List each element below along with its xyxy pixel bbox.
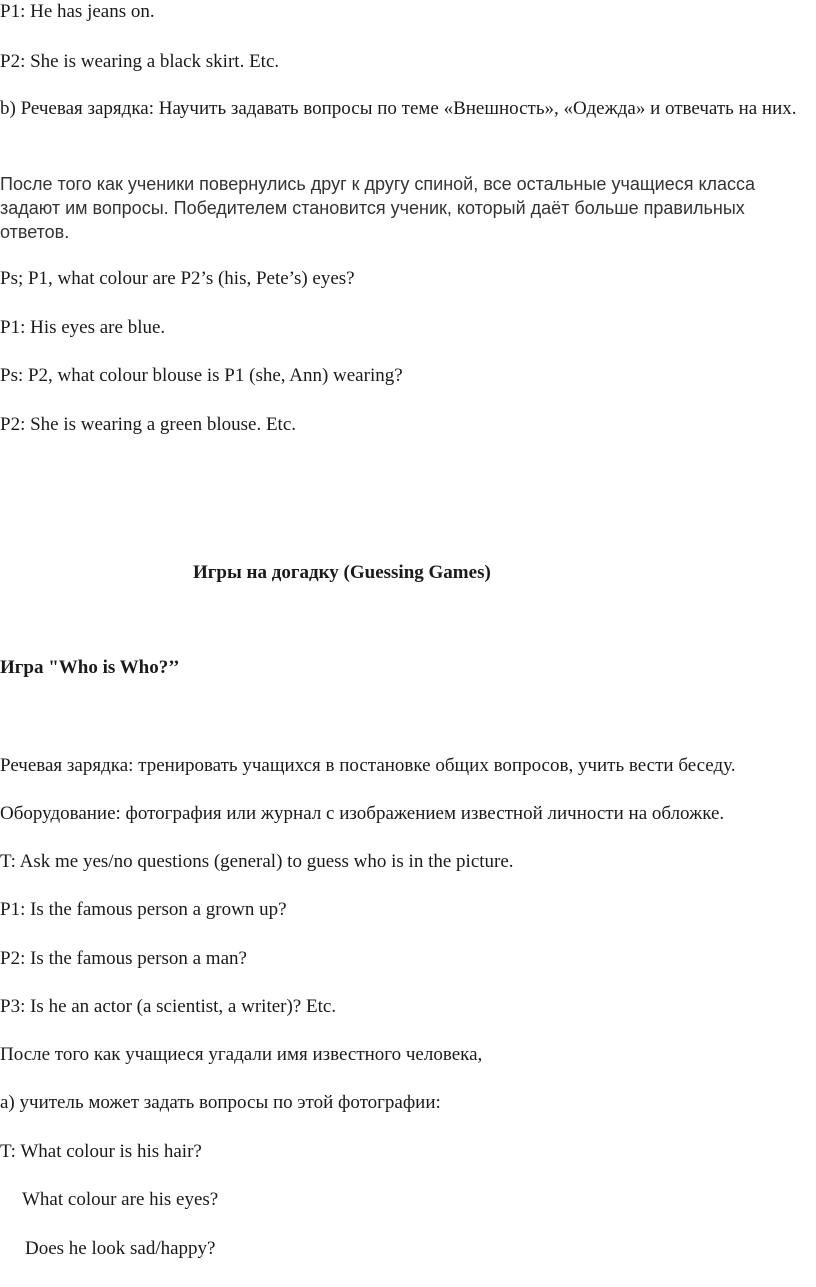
pupil-question-3: P3: Is he an actor (a scientist, a writer)? Etc. [0,996,337,1017]
dialogue-line-p1-jeans: P1: He has jeans on. [0,1,155,22]
after-guess-text: После того как учащиеся угадали имя известного человека, [0,1044,483,1065]
teacher-question-hair: T: What colour is his hair? [0,1141,202,1162]
teacher-instruction: T: Ask me yes/no questions (general) to guess who is in the picture. [0,851,514,872]
teacher-question-eyes: What colour are his eyes? [22,1189,219,1210]
dialogue-line-ps-eyes: Ps; P1, what colour are P2’s (his, Pete’s) eyes? [0,268,355,289]
game-title: Игра "Who is Who?’’ [0,657,180,678]
exercise-b-instructions: После того как ученики повернулись друг к другу спиной, все остальные учащиеся класса задают им вопросы. Победителем становится ученик, который даёт больше правильных ответов. [0,174,756,242]
game-goal: Речевая зарядка: тренировать учащихся в постановке общих вопросов, учить вести беседу. [0,755,736,776]
exercise-b-description: b) Речевая зарядка: Научить задавать вопросы по теме «Внешность», «Одежда» и отвечать на них. [0,98,797,119]
dialogue-line-ps-blouse: Ps: P2, what colour blouse is P1 (she, Ann) wearing? [0,365,403,386]
dialogue-line-p1-blue: P1: His eyes are blue. [0,317,166,338]
game-equipment: Оборудование: фотография или журнал с изображением известной личности на обложке. [0,803,725,824]
dialogue-line-p2-skirt: P2: She is wearing a black skirt. Etc. [0,51,280,72]
pupil-question-1: P1: Is the famous person a grown up? [0,899,287,920]
teacher-followup-intro: а) учитель может задать вопросы по этой фотографии: [0,1092,441,1113]
pupil-question-2: P2: Is the famous person a man? [0,948,247,969]
section-heading: Игры на догадку (Guessing Games) [193,562,491,583]
dialogue-line-p2-green: P2: She is wearing a green blouse. Etc. [0,414,297,435]
teacher-question-mood: Does he look sad/happy? [25,1238,216,1259]
